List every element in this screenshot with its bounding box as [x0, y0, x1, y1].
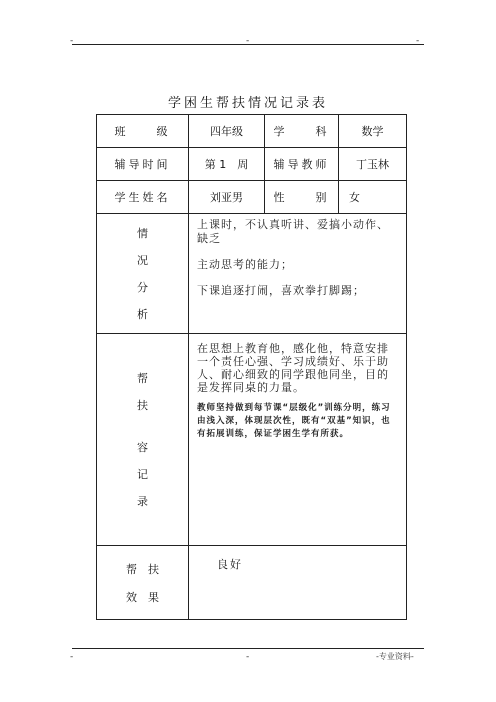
- header-rule: [72, 44, 424, 45]
- subject-value: 数学: [339, 115, 407, 148]
- class-label: 班 级: [97, 115, 189, 148]
- teacher-label: 辅导教师: [265, 148, 339, 181]
- analysis-para-1: 上课时，不认真听讲、爱搞小动作、缺乏: [197, 218, 389, 245]
- help-label-char: 记: [137, 468, 148, 481]
- analysis-para-2: 主动思考的能力；: [197, 258, 293, 271]
- student-label: 学生姓名: [97, 181, 189, 214]
- help-label-char: 容: [137, 441, 148, 454]
- class-value: 四年级: [189, 115, 265, 148]
- analysis-label-char: 情: [137, 227, 148, 240]
- analysis-label-char: 况: [137, 254, 148, 267]
- analysis-label-char: 析: [137, 308, 148, 321]
- effect-label: [97, 546, 189, 620]
- analysis-label-char: 分: [137, 281, 148, 294]
- header-dot-left: -: [70, 36, 74, 46]
- teacher-value: 丁玉林: [339, 148, 407, 181]
- footer-dot-mid: -: [246, 652, 250, 662]
- gender-value: 女: [339, 181, 407, 214]
- help-label-char: 扶: [137, 399, 148, 412]
- footer-dot-left: -: [70, 652, 74, 662]
- document-title: 学困生帮扶情况记录表: [167, 96, 328, 111]
- analysis-para-3: 下课追逐打闹，喜欢拳打脚踢；: [197, 284, 365, 297]
- help-label-char: 帮: [137, 372, 148, 385]
- effect-value: 良好: [189, 546, 407, 620]
- student-value: 刘亚男: [189, 181, 265, 214]
- subject-label: 学 科: [265, 115, 339, 148]
- analysis-label: [97, 214, 189, 334]
- time-label: 辅导时间: [97, 148, 189, 181]
- footer-rule: [72, 648, 424, 649]
- help-para-1: 在思想上教育他，感化他，特意安排一个责任心强、学习成绩好、乐于助人、耐心细致的同学跟他同坐，目的是发挥同桌的力量。: [197, 342, 389, 394]
- gender-label: 性 别: [265, 181, 339, 214]
- time-value: 第 1 周: [189, 148, 265, 181]
- footer-label: -专业资料-: [376, 652, 414, 661]
- help-label-char: 录: [137, 495, 148, 508]
- effect-label-line-1: 帮 扶: [126, 562, 159, 576]
- help-record-content: [189, 334, 407, 546]
- header-dot-mid: -: [246, 36, 250, 46]
- help-para-2: 教师坚持做到每节课“层级化”训练分明，练习由浅入深，体现层次性，既有“双基”知识，也有拓展训练，保证学困生学有所获。: [197, 403, 391, 439]
- header-dot-right: -: [416, 36, 420, 46]
- effect-label-line-2: 效 果: [126, 590, 159, 604]
- help-record-label: [97, 334, 189, 546]
- record-table: [96, 114, 407, 620]
- analysis-content: [189, 214, 407, 334]
